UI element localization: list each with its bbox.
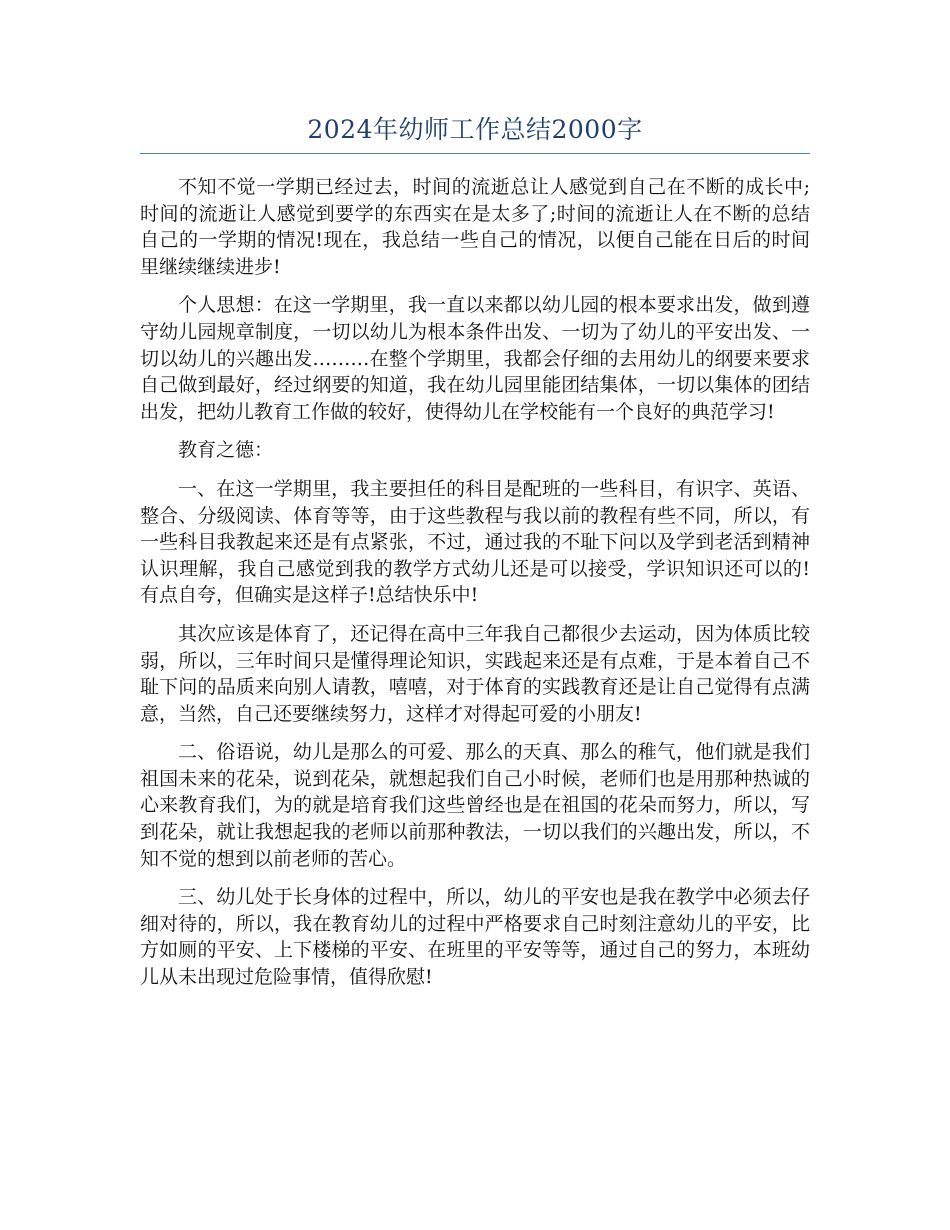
title-underline bbox=[140, 153, 810, 154]
paragraph-education-heading: 教育之德： bbox=[178, 439, 274, 462]
document-title: 2024年幼师工作总结2000字 bbox=[307, 115, 643, 144]
document-body bbox=[140, 174, 810, 1003]
paragraph-section-one: 一、在这一学期里，我主要担任的科目是配班的一些科目，有识字、英语、整合、分级阅读、体育等等，由于这些教程与我以前的教程有些不同，所以，有一些科目我教起来还是有点紧张，不过，通过我的不耻下问以及学到老活到精神认识理解，我自己感觉到我的教学方式幼儿还是可以接受，学识知识还可以的!有点自夸，但确实是这样子!总结快乐中! bbox=[140, 477, 810, 607]
paragraph-intro: 不知不觉一学期已经过去，时间的流逝总让人感觉到自己在不断的成长中;时间的流逝让人感觉到要学的东西实在是太多了;时间的流逝让人在不断的总结自己的一学期的情况!现在，我总结一些自己的情况，以便自己能在日后的时间里继续继续进步! bbox=[140, 176, 810, 278]
paragraph-personal-thoughts: 个人思想：在这一学期里，我一直以来都以幼儿园的根本要求出发，做到遵守幼儿园规章制度，一切以幼儿为根本条件出发、一切为了幼儿的平安出发、一切以幼儿的兴趣出发………在整个学期里，我都会仔细的去用幼儿的纲要来要求自己做到最好，经过纲要的知道，我在幼儿园里能团结集体，一切以集体的团结出发，把幼儿教育工作做的较好，使得幼儿在学校能有一个良好的典范学习! bbox=[140, 294, 810, 423]
paragraph-section-two: 二、俗语说，幼儿是那么的可爱、那么的天真、那么的稚气，他们就是我们祖国未来的花朵，说到花朵，就想起我们自己小时候，老师们也是用那种热诚的心来教育我们，为的就是培育我们这些曾经也是在祖国的花朵而努力，所以，写到花朵，就让我想起我的老师以前那种教法，一切以我们的兴趣出发，所以，不知不觉的想到以前老师的苦心。 bbox=[140, 741, 810, 870]
paragraph-physical-education: 其次应该是体育了，还记得在高中三年我自己都很少去运动，因为体质比较弱，所以，三年时间只是懂得理论知识，实践起来还是有点难，于是本着自己不耻下问的品质来向别人请教，嘻嘻，对于体育的实践教育还是让自己觉得有点满意，当然，自己还要继续努力，这样才对得起可爱的小朋友! bbox=[140, 622, 810, 725]
paragraph-section-three: 三、幼儿处于长身体的过程中，所以，幼儿的平安也是我在教学中必须去仔细对待的，所以，我在教育幼儿的过程中严格要求自己时刻注意幼儿的平安，比方如厕的平安、上下楼梯的平安、在班里的平安等等，通过自己的努力，本班幼儿从未出现过危险事情，值得欣慰! bbox=[140, 886, 810, 989]
